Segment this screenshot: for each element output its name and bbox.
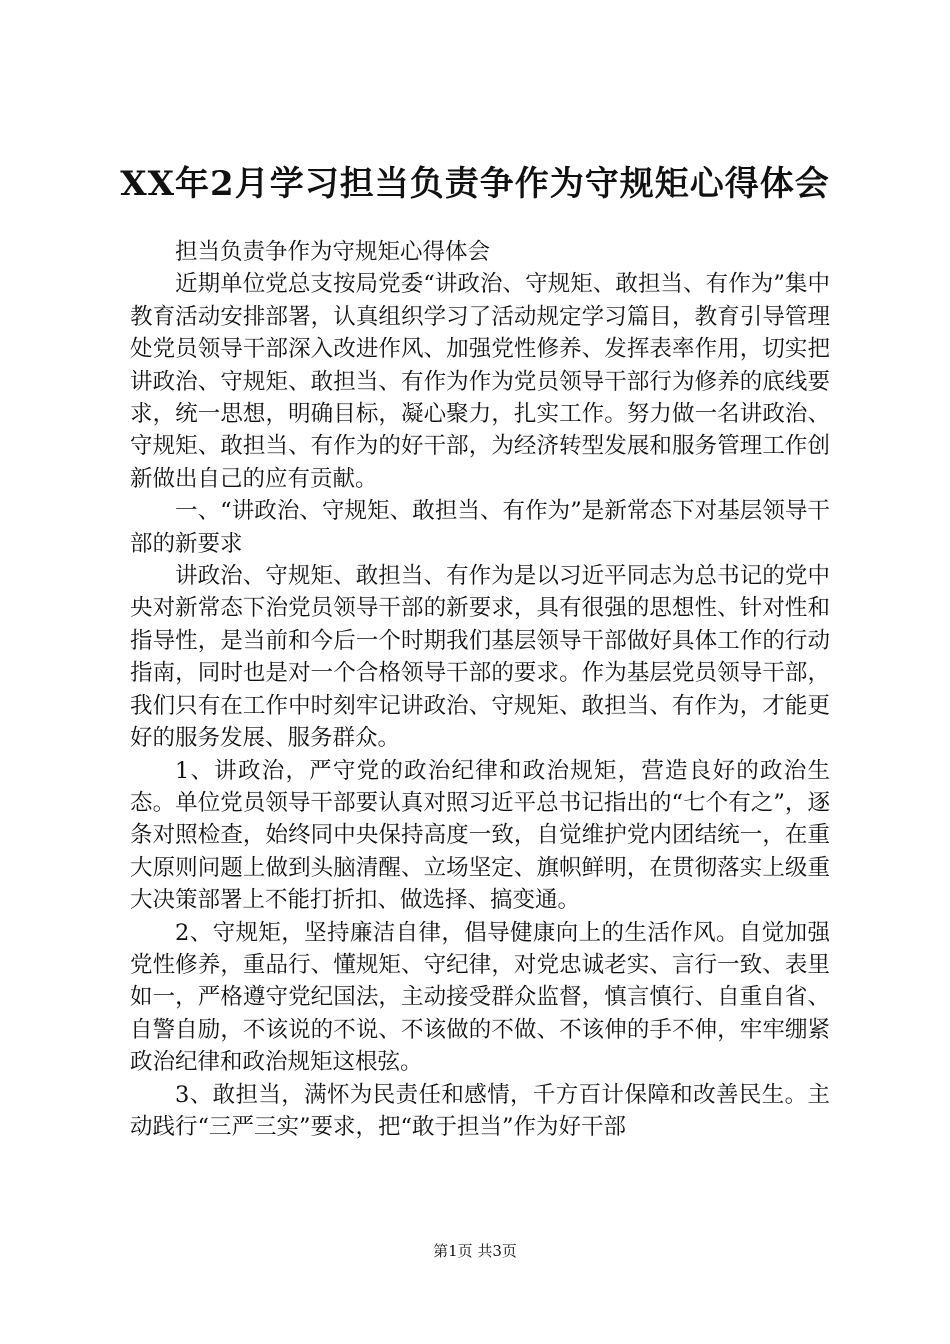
section-heading: 一、“讲政治、守规矩、敢担当、有作为”是新常态下对基层领导干部的新要求 [130,498,830,557]
numbered-paragraph: 2、守规矩，坚持廉洁自律，倡导健康向上的生活作风。自觉加强党性修养，重品行、懂规矩、守纪律，对党忠诚老实、言行一致、表里如一，严格遵守党纪国法，主动接受群众监督，慎言慎行、自重自省、自警自励，不该说的不说、不该做的不做、不该伸的手不伸，牢牢绷紧政治纪律和政治规矩这根弦。 [130,919,830,1076]
document-title: XX年2月学习担当负责争作为守规矩心得体会 [120,164,830,204]
body-paragraph: 讲政治、守规矩、敢担当、有作为是以习近平同志为总书记的党中央对新常态下治党员领导干部的新要求，具有很强的思想性、针对性和指导性，是当前和今后一个时期我们基层领导干部做好具体工作的行动指南，同时也是对一个合格领导干部的要求。作为基层党员领导干部，我们只有在工作中时刻牢记讲政治、守规矩、敢担当、有作为，才能更好的服务发展、服务群众。 [130,563,830,752]
subtitle-paragraph: 担当负责争作为守规矩心得体会 [175,239,491,265]
numbered-paragraph: 3、敢担当，满怀为民责任和感情，千方百计保障和改善民生。主动践行“三严三实”要求，把“敢于担当”作为好干部 [130,1081,830,1140]
page-number-footer: 第1页 共3页 [433,1242,517,1260]
body-paragraph: 近期单位党总支按局党委“讲政治、守规矩、敢担当、有作为”集中教育活动安排部署，认真组织学习了活动规定学习篇目，教育引导管理处党员领导干部深入改进作风、加强党性修养、发挥表率作用，切实把讲政治、守规矩、敢担当、有作为作为党员领导干部行为修养的底线要求，统一思想，明确目标，凝心聚力，扎实工作。努力做一名讲政治、守规矩、敢担当、有作为的好干部，为经济转型发展和服务管理工作创新做出自己的应有贡献。 [130,271,830,492]
document-body [130,236,830,1143]
numbered-paragraph: 1、讲政治，严守党的政治纪律和政治规矩，营造良好的政治生态。单位党员领导干部要认真对照习近平总书记指出的“七个有之”，逐条对照检查，始终同中央保持高度一致，自觉维护党内团结统一，在重大原则问题上做到头脑清醒、立场坚定、旗帜鲜明，在贯彻落实上级重大决策部署上不能打折扣、做选择、搞变通。 [130,757,830,914]
